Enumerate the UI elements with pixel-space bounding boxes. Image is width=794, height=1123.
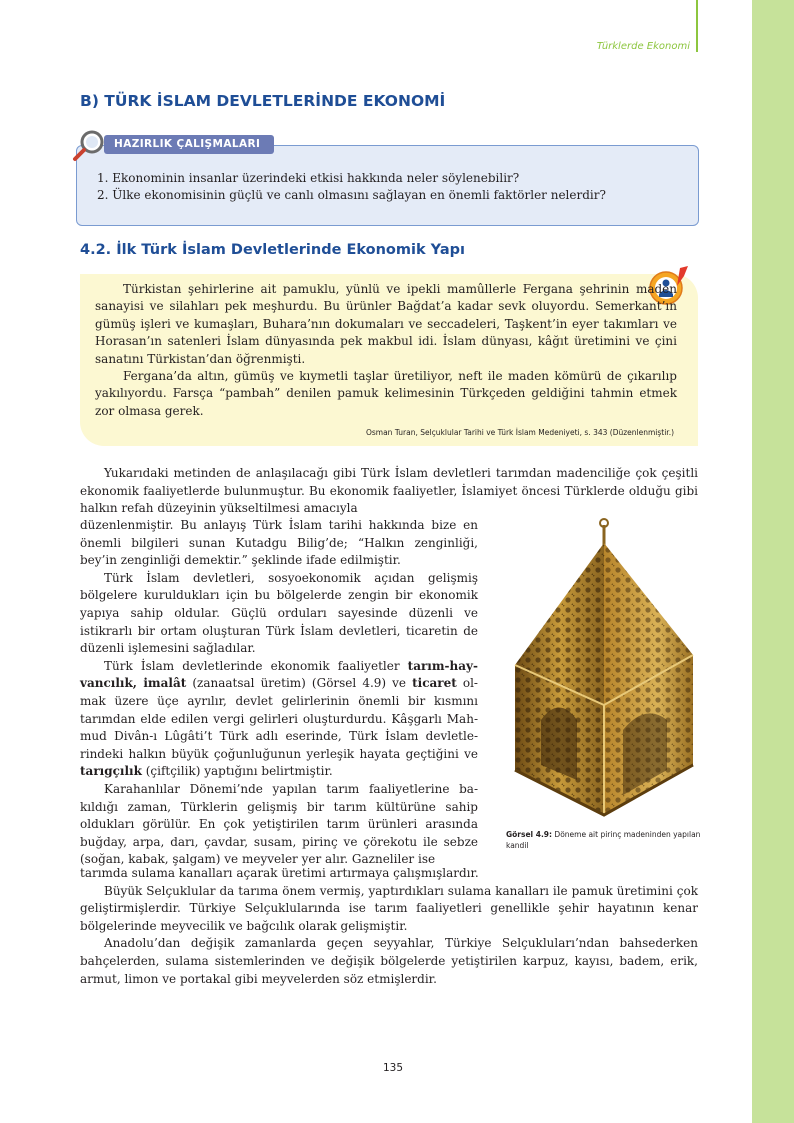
quote-source: Osman Turan, Selçuklular Tarihi ve Türk İslam Medeniyeti, s. 343 (Düzenlenmiştir.) xyxy=(365,428,674,437)
page-number: 135 xyxy=(383,1062,404,1074)
body-paragraph xyxy=(80,865,698,988)
header-rule xyxy=(696,0,698,52)
running-head: Türklerde Ekonomi xyxy=(596,41,690,52)
paragraph-3-text: (zanaatsal üretim) (Görsel 4.9) ve xyxy=(186,676,413,691)
preparation-label: HAZIRLIK ÇALIŞMALARI xyxy=(104,135,274,154)
paragraph-4-end: tarımda sulama kanalları açarak üretimi artırmaya çalışmışlardır. xyxy=(80,866,479,880)
magnifier-icon xyxy=(72,128,108,162)
quote-text xyxy=(95,281,677,420)
body-paragraph xyxy=(80,465,698,518)
paragraph-3-text: Türk İslam devletlerinde ekonomik faaliyetler xyxy=(104,658,408,673)
section-title: B) TÜRK İSLAM DEVLETLERİNDE EKONOMİ xyxy=(80,92,446,110)
figure-caption xyxy=(506,829,701,851)
preparation-questions xyxy=(97,170,606,204)
figure-text: Döneme ait pirinç madeninden yapılan kandil xyxy=(506,830,701,850)
figure-label: Görsel 4.9: xyxy=(506,830,553,839)
paragraph-5: Büyük Selçuklular da tarıma önem vermiş, yaptırdıkları sulama kanalları ile pamuk üretimini çok geliştirmişlerdir. Türkiye Selçuklularında ise tarım faaliyetleri genellikle şehir hayatının kenar bölgelerinde meyvecilik ve bağcılık olarak gelişmiştir. xyxy=(80,883,698,933)
question-2: 2. Ülke ekonomisinin güçlü ve canlı olmasını sağlayan en önemli faktörler nelerdir? xyxy=(97,188,606,202)
paragraph-6: Anadolu’dan değişik zamanlarda geçen seyyahlar, Türkiye Selçukluları’ndan bahsederken bahçelerden, sulama sistemlerinden ve değişik bölgelerde yetiştirilen karpuz, kayısı, badem, erik, armut, limon ve portakal gibi meyvelerden söz etmişlerdir. xyxy=(80,936,698,986)
side-color-bar xyxy=(752,0,794,1123)
paragraph-4-start: Karahanlılar Dönemi’nde yapılan tarım faaliyetlerine bakıldığı zaman, Türklerin gelişmiş bir tarım kültürüne sahip oldukları görülür. En çok yetiştirilen tarım ürünleri arasında buğday, arpa, darı, çavdar, susam, pirinç ve çörekotu ile sebze (soğan, kabak, şalgam) ve meyveler yer alır. Gazneliler ise xyxy=(80,781,478,867)
keyword-agriculture: tarım-hayvancılık, imalât xyxy=(80,658,478,691)
keyword-farming: tarıgçılık xyxy=(80,764,142,779)
subsection-title: 4.2. İlk Türk İslam Devletlerinde Ekonomik Yapı xyxy=(80,242,465,258)
brass-lantern-image xyxy=(493,515,700,823)
paragraph-3-text: olmak üzere üçe ayrılır, devlet gelirlerinin önemli bir kısmını tarımdan elde edilen vergi gelirleri oluşturdurdu. Kâşgarlı Mahmud Divân-ı Lûgâti’t Türk adlı eserinde, Türk İslam devletlerindeki halkın büyük çoğunluğunun yerleşik hayata geçtiğini ve xyxy=(80,676,478,761)
paragraph-1-start: Yukarıdaki metinden de anlaşılacağı gibi Türk İslam devletleri tarımdan madenciliğe çok çeşitli ekonomik faaliyetlerde bulunmuştur. Bu ekonomik faaliyetler, İslamiyet öncesi Türklerde olduğu gibi halkın refah düzeyinin yükseltilmesi amacıyla xyxy=(80,466,698,516)
paragraph-2: Türk İslam devletleri, sosyoekonomik açıdan gelişmiş bölgelere kuruldukları için bu bölgelerde zengin bir ekonomik yapıya sahip oldular. Güçlü orduları sayesinde düzenli ve istikrarlı bir ortam oluşturan Türk İslam devletleri, ticaretin de düzenli işlemesini sağladılar. xyxy=(80,570,478,656)
keyword-trade: ticaret xyxy=(412,676,457,691)
quote-paragraph: Fergana’da altın, gümüş ve kıymetli taşlar üretiliyor, neft ile maden kömürü de çıkarılıp yakılıyordu. Farsça “pambah” denilen pamuk kelimesinin Türkçeden geldiğini tahmin etmek zor olmasa gerek. xyxy=(95,369,677,418)
paragraph-3 xyxy=(80,658,478,781)
question-1: 1. Ekonominin insanlar üzerindeki etkisi hakkında neler söylenebilir? xyxy=(97,171,520,185)
body-column xyxy=(80,517,478,869)
quote-paragraph: Türkistan şehirlerine ait pamuklu, yünlü ve ipekli mamûllerle Fergana şehrinin maden sanayisi ve silahları pek meşhurdu. Bu ürünler Bağdat’a kadar sevk oluyordu. Semerkant’ın gümüş işleri ve kumaşları, Buhara’nın dokumaları ve seccadeleri, Taşkent’in eyer takımları ve Horasan’ın satenleri İslam dünyasında pek makbul idi. İslam dünyası, kâğıt üretimini ve çini sanatını Türkistan’dan öğrenmişti. xyxy=(95,282,677,366)
paragraph-3-text: (çiftçilik) yaptığını belirtmiştir. xyxy=(141,764,333,779)
paragraph-1-end: düzenlenmiştir. Bu anlayış Türk İslam tarihi hakkında bize en önemli bilgileri sunan Kutadgu Bilig’de; “Halkın zenginliği, bey’in zenginliği demektir.” şeklinde ifade edilmiştir. xyxy=(80,518,478,568)
